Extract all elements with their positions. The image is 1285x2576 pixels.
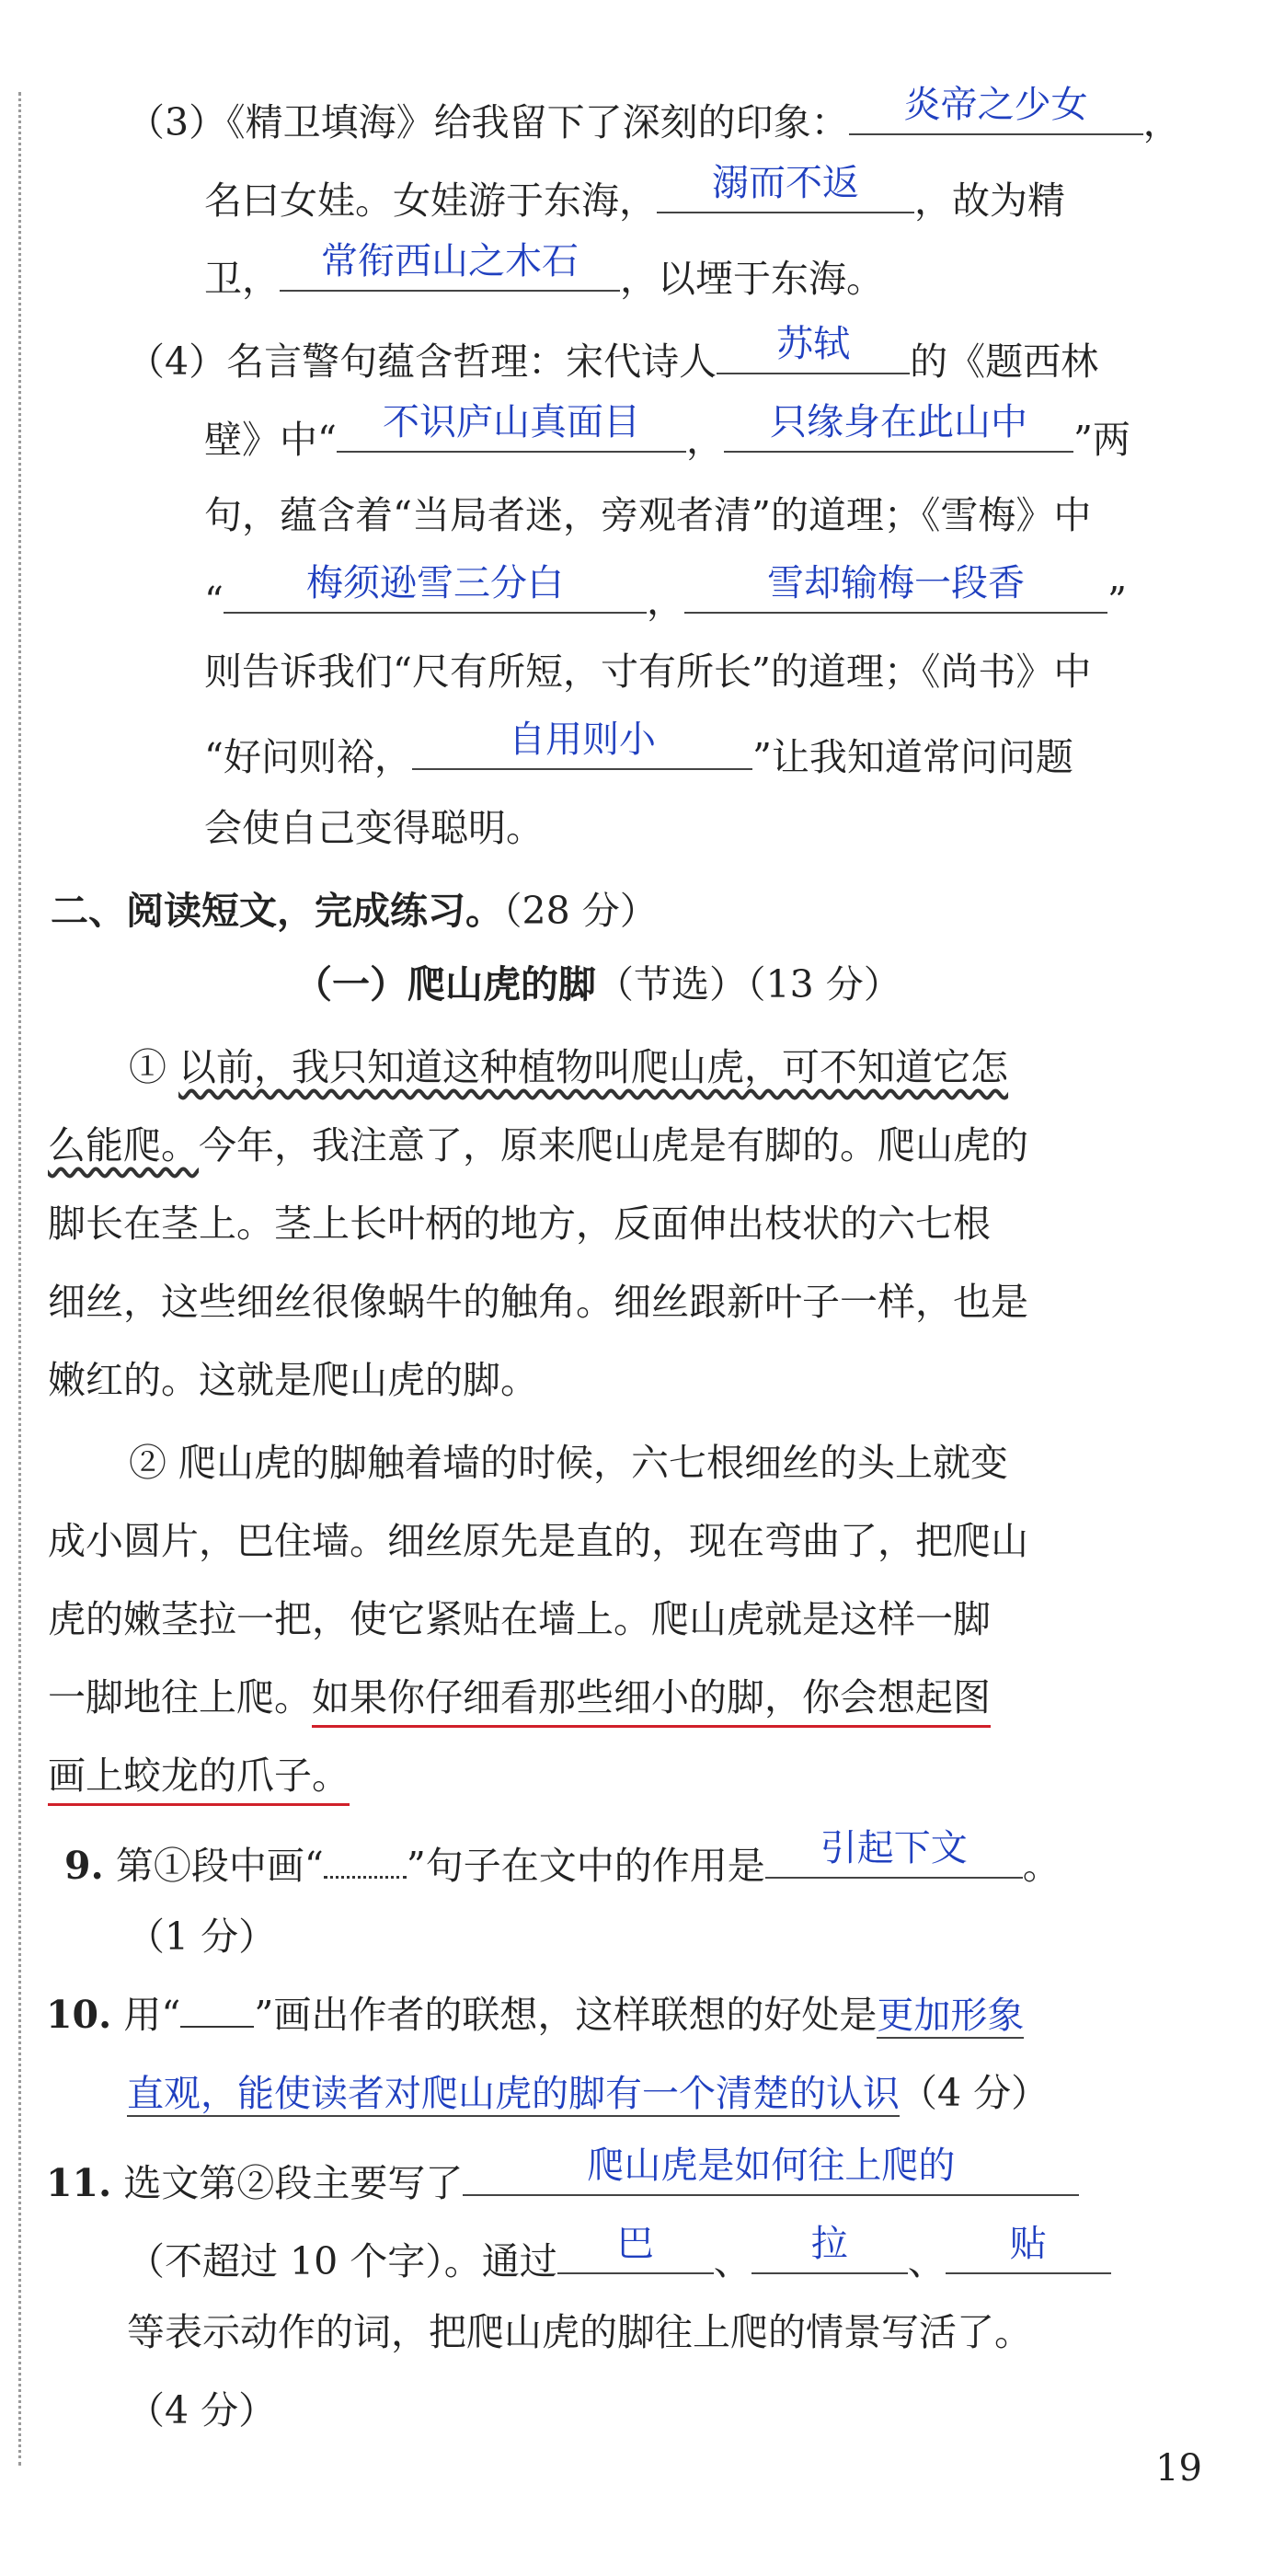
passage-title: （一）爬山虎的脚（节选）（13 分） [294, 962, 901, 1006]
q9-answer: 引起下文 [820, 1827, 968, 1869]
q3-answer-2: 溺而不返 [712, 162, 859, 204]
q11-line-2: （不超过 10 个字）。通过 巴 、 拉 、 贴 [127, 2226, 1111, 2289]
q11-blank-word-2[interactable]: 拉 [751, 2226, 908, 2274]
q3-line-3: 卫， 常衔西山之木石 ，以堙于东海。 [204, 240, 884, 301]
para2-line-4: 一脚地往上爬。如果你仔细看那些细小的脚，你会想起图 [48, 1670, 991, 1725]
q4-line-3: 句，蕴含着“当局者迷，旁观者清”的道理；《雪梅》中 [204, 493, 1092, 537]
q11-line-3: 等表示动作的词，把爬山虎的脚往上爬的情景写活了。 [127, 2310, 1032, 2354]
q9-blank[interactable] [765, 1827, 1023, 1879]
q11-blank-word-3[interactable]: 贴 [946, 2226, 1111, 2274]
wavy-line-symbol [324, 1848, 407, 1879]
q4-line-4: “ 梅须逊雪三分白 ， 雪却输梅一段香 ” [204, 562, 1127, 623]
q4-blank-3[interactable] [724, 401, 1073, 453]
q3-blank-3[interactable] [280, 240, 620, 292]
binding-margin-dots [18, 92, 21, 2466]
q11-score: （4 分） [127, 2388, 277, 2432]
para2-line-3: 虎的嫩茎拉一把，使它紧贴在墙上。爬山虎就是这样一脚 [48, 1597, 991, 1641]
q4-blank-6[interactable] [412, 719, 752, 770]
q11-answer: 爬山虎是如何往上爬的 [587, 2145, 956, 2187]
q4-line-6: “好问则裕， 自用则小 ”让我知道常问问题 [204, 719, 1073, 779]
q11-blank[interactable] [463, 2145, 1079, 2196]
q9-score: （1 分） [127, 1915, 277, 1959]
q4-line-5: 则告诉我们“尺有所短，寸有所长”的道理；《尚书》中 [204, 650, 1092, 694]
q10-answer-1: 更加形象 [877, 1995, 1025, 2037]
para1-line-3: 脚长在茎上。茎上长叶柄的地方，反面伸出枝状的六七根 [48, 1202, 991, 1246]
q4-blank-5[interactable] [684, 562, 1107, 614]
para1-line-5: 嫩红的。这就是爬山虎的脚。 [48, 1358, 538, 1402]
q3-answer-3: 常衔西山之木石 [321, 240, 579, 282]
q4-blank-2[interactable] [337, 401, 686, 453]
para1-line-1: ① 以前，我只知道这种植物叫爬山虎，可不知道它怎 [129, 1045, 1009, 1089]
q11-line-1: 11. 选文第②段主要写了 爬山虎是如何往上爬的 [46, 2148, 1079, 2211]
q3-blank-2[interactable] [657, 162, 914, 213]
q4-answer-6: 自用则小 [508, 719, 656, 761]
para2-line-1: ② 爬山虎的脚触着墙的时候，六七根细丝的头上就变 [129, 1441, 1009, 1485]
q3-line-1: （3）《精卫填海》给我留下了深刻的印象： 炎帝之少女 ， [127, 84, 1181, 144]
q4-answer-5: 雪却输梅一段香 [766, 562, 1025, 604]
q4-answer-4: 梅须逊雪三分白 [305, 562, 564, 604]
red-underlined-sentence: 如果你仔细看那些细小的脚，你会想起图 [312, 1675, 991, 1728]
q4-line-1: （4）名言警句蕴含哲理：宋代诗人 苏轼 的《题西林 [127, 323, 1099, 384]
page-number: 19 [1155, 2447, 1202, 2490]
q3-answer-1: 炎帝之少女 [903, 84, 1088, 126]
q4-answer-1: 苏轼 [776, 323, 851, 365]
q9-line-1: 9. 第①段中画“ ”句子在文中的作用是 引起下文 。 [64, 1827, 1061, 1888]
q3-blank-1[interactable] [849, 84, 1143, 135]
para1-line-2: 么能爬。今年，我注意了，原来爬山虎是有脚的。爬山虎的 [48, 1123, 1028, 1167]
q10-line-2: 直观，能使读者对爬山虎的脚有一个清楚的认识（4 分） [127, 2071, 1050, 2115]
para2-line-2: 成小圆片，巴住墙。细丝原先是直的，现在弯曲了，把爬山 [48, 1519, 1028, 1563]
para1-line-4: 细丝，这些细丝很像蜗牛的触角。细丝跟新叶子一样，也是 [48, 1280, 1028, 1324]
q11-blank-word-1[interactable]: 巴 [557, 2226, 714, 2274]
q4-line-2: 壁》中“ 不识庐山真面目 ， 只缘身在此山中 ”两 [204, 401, 1130, 462]
q4-blank-1[interactable] [717, 323, 910, 374]
q3-line-2: 名曰女娃。女娃游于东海， 溺而不返 ，故为精 [204, 162, 1065, 223]
wavy-underlined-sentence: 以前，我只知道这种植物叫爬山虎，可不知道它怎 [178, 1045, 1009, 1089]
q4-answer-2: 不识庐山真面目 [382, 401, 640, 443]
q10-answer-2: 直观，能使读者对爬山虎的脚有一个清楚的认识 [127, 2073, 900, 2115]
section2-heading: 二、阅读短文，完成练习。（28 分） [51, 889, 658, 933]
q4-blank-4[interactable] [224, 562, 647, 614]
q4-line-7: 会使自己变得聪明。 [204, 806, 544, 850]
q10-line-1: 10. 用“ ”画出作者的联想，这样联想的好处是更加形象 [46, 1993, 1025, 2037]
para2-line-5: 画上蛟龙的爪子。 [48, 1748, 350, 1803]
q4-answer-3: 只缘身在此山中 [769, 401, 1027, 443]
straight-line-symbol [180, 1998, 254, 2028]
